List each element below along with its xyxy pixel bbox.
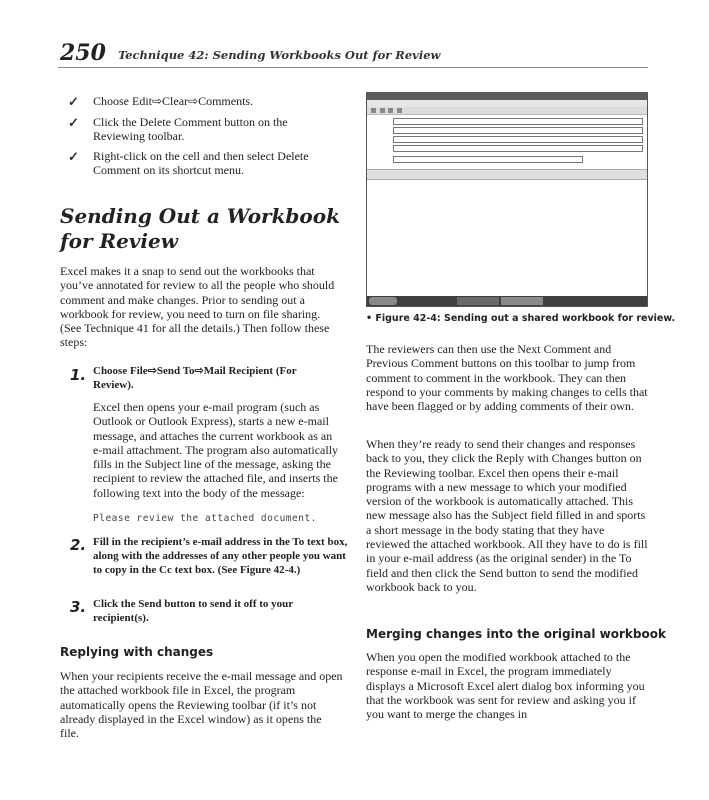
to-field-row [367,117,647,126]
figure-screenshot [366,92,648,307]
step-instruction: Choose File⇨Send To⇨Mail Recipient (For Review). [93,365,297,391]
checkmark-icon: ✓ [68,94,79,109]
header-rule [58,67,648,68]
format-toolbar [367,169,647,180]
cc-field-row [367,126,647,135]
section-title-cont: for Review [60,229,178,253]
page-number: 250 [60,40,106,66]
bullet-item: Click the Delete Comment button on the Reviewing toolbar. [93,115,288,144]
right-paragraph-3: When you open the modified workbook attached to the response e-mail in Excel, the program immediately displays a Microsoft Excel alert dialog box informing you that the workbook was sent for review and asking you if you want to merge the changes in [366,650,645,722]
subheading-merging: Merging changes into the original workbook [366,627,666,641]
taskbar-item-active [501,297,543,305]
bullet-item: Choose Edit⇨Clear⇨Comments. [93,94,254,108]
window-titlebar [367,93,647,100]
taskbar [367,296,647,306]
bullet-item: Right-click on the cell and then select Delete Comment on its shortcut menu. [93,149,309,178]
step-number: 1. [70,366,87,384]
subheading-replying: Replying with changes [60,645,214,659]
bcc-field-row [367,135,647,144]
replying-paragraph: When your recipients receive the e-mail message and open the attached workbook file in Excel, the program automatically opens the Reviewing toolbar (if it’s not already displayed in the Excel window) as it opens the file. [60,669,343,741]
options-icon [397,108,402,113]
attach-icon [388,108,393,113]
menu-bar [367,100,647,107]
subject-field-row [367,144,647,153]
toolbar [367,107,647,115]
right-paragraph-1: The reviewers can then use the Next Comment and Previous Comment buttons on this toolbar to jump from comment to comment in the workbook. They can then respond to your comments by making changes to cells that have been flagged or by adding comments of their own. [366,342,648,414]
attach-field-row [367,155,647,164]
checkmark-icon: ✓ [68,115,79,130]
checkmark-icon: ✓ [68,149,79,164]
bcc-field [393,136,643,143]
attach-field [393,156,583,163]
to-field [393,118,643,125]
step-instruction: Click the Send button to send it off to your recipient(s). [93,598,293,624]
intro-paragraph: Excel makes it a snap to send out the workbooks that you’ve annotated for review to all the people who should comment and make changes. Prior to sending out a workbook for review, you need to turn on file sharing. (See Technique 41 for all the details.) Then follow these steps: [60,264,335,350]
step-number: 3. [70,598,87,616]
taskbar-item [457,297,499,305]
section-title: Sending Out a Workbook [60,204,340,228]
cc-field [393,127,643,134]
subject-field [393,145,643,152]
right-paragraph-2: When they’re ready to send their changes and responses back to you, they click the Reply with Changes button on the Reviewing toolbar. Excel then opens their e-mail programs with a new message to which your modified version of the workbook is automatically attached. This new message also has the Subject field filled in and sports a short message in the body stating that they have reviewed the attached workbook. All they have to do is fill in your e-mail address (as the original sender) in the To field and then click the Send button to send the modified workbook back to you. [366,437,648,594]
running-title: Technique 42: Sending Workbooks Out for Review [118,48,441,62]
code-sample: Please review the attached document. [93,513,317,524]
step-detail: Excel then opens your e-mail program (such as Outlook or Outlook Express), starts a new e-mail message, and attaches the current workbook as an e-mail attachment. The program also automatically fills in the Subject line of the message, asking the recipient to review the attached file, and inserts the following text into the body of the message: [93,400,339,500]
start-button [369,297,397,305]
accounts-icon [380,108,385,113]
step-number: 2. [70,536,87,554]
step-instruction: Fill in the recipient’s e-mail address in the To text box, along with the addresses of any other people you want to copy in the Cc text box. (See Figure 42-4.) [93,536,348,576]
figure-caption: • Figure 42-4: Sending out a shared workbook for review. [366,313,676,324]
send-icon [371,108,376,113]
